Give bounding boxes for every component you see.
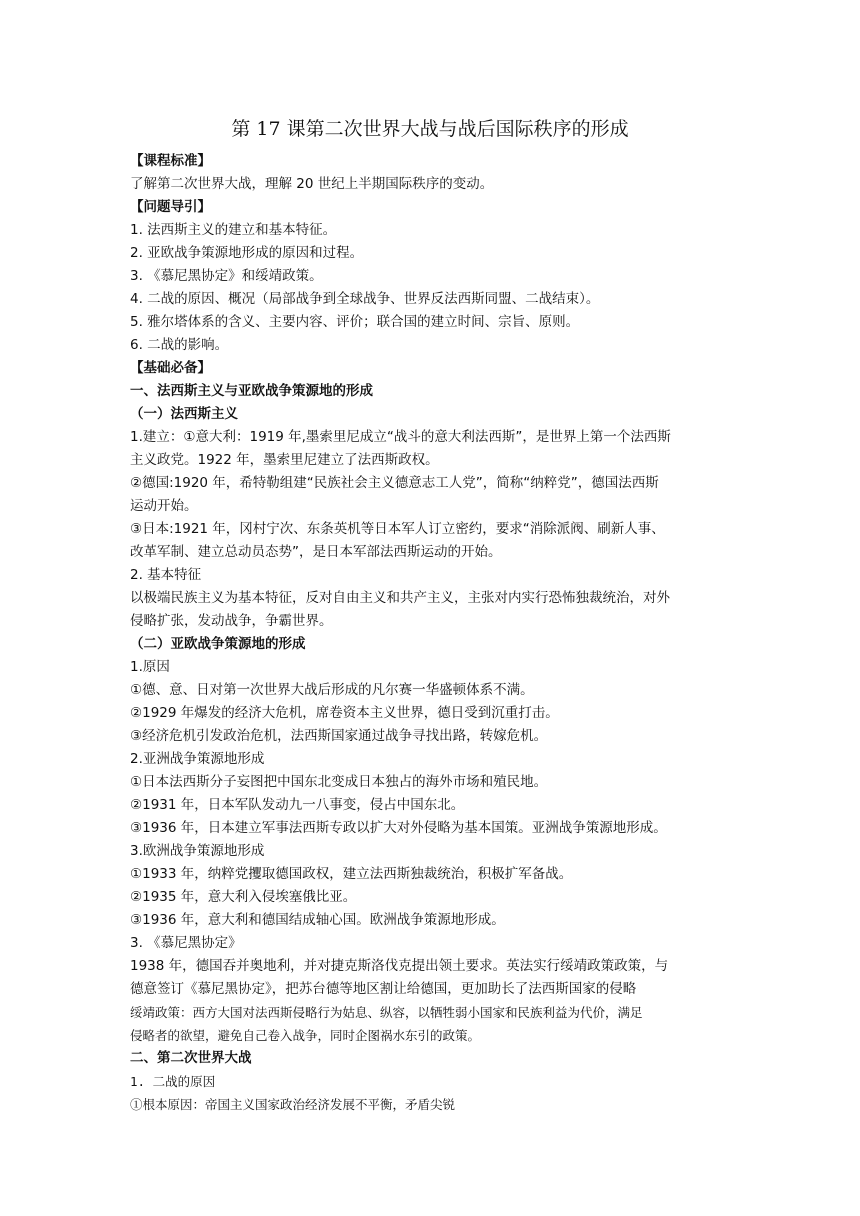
section-heading: 二、第二次世界大战 <box>130 1050 252 1066</box>
text-line: 1. 法西斯主义的建立和基本特征。 <box>130 222 337 238</box>
text-line: ③1936 年，日本建立军事法西斯专政以扩大对外侵略为基本国策。亚洲战争策源地形成。 <box>130 820 667 836</box>
text-line: 侵略扩张，发动战争，争霸世界。 <box>130 613 333 629</box>
text-line: 2. 基本特征 <box>130 567 202 583</box>
text-line: 1.原因 <box>130 659 170 675</box>
text-line: ③1936 年，意大利和德国结成轴心国。欧洲战争策源地形成。 <box>130 912 505 928</box>
section-heading: （二）亚欧战争策源地的形成 <box>130 636 306 652</box>
text-line: 主义政党。1922 年，墨索里尼建立了法西斯政权。 <box>130 452 439 468</box>
section-heading: 一、法西斯主义与亚欧战争策源地的形成 <box>130 383 373 399</box>
text-line: 2. 亚欧战争策源地形成的原因和过程。 <box>130 245 364 261</box>
text-line: 1.建立：①意大利：1919 年,墨索里尼成立“战斗的意大利法西斯”，是世界上第一个法西斯 <box>130 429 671 445</box>
text-line: ②1931 年，日本军队发动九一八事变，侵占中国东北。 <box>130 797 465 813</box>
text-line: ①根本原因：帝国主义国家政治经济发展不平衡，矛盾尖锐 <box>130 1097 456 1112</box>
document-body <box>130 150 734 1116</box>
section-heading: 【基础必备】 <box>130 360 211 376</box>
text-line: ①1933 年，纳粹党攫取德国政权，建立法西斯独裁统治，积极扩军备战。 <box>130 866 573 882</box>
text-line: 3.欧洲战争策源地形成 <box>130 843 265 859</box>
document-title: 第 17 课第二次世界大战与战后国际秩序的形成 <box>231 118 629 140</box>
section-heading: （一）法西斯主义 <box>130 406 238 422</box>
text-line: 1938 年，德国吞并奥地利，并对捷克斯洛伐克提出领土要求。英法实行绥靖政策政策，与 <box>130 958 669 974</box>
text-line: 3. 《慕尼黑协定》和绥靖政策。 <box>130 268 323 284</box>
section-heading: 【问题导引】 <box>130 199 211 215</box>
text-line: 6. 二战的影响。 <box>130 337 229 353</box>
text-line: 侵略者的欲望，避免自己卷入战争，同时企图祸水东引的政策。 <box>130 1028 481 1043</box>
text-line: 4. 二战的原因、概况（局部战争到全球战争、世界反法西斯同盟、二战结束）。 <box>130 291 600 307</box>
text-line: ②1935 年，意大利入侵埃塞俄比亚。 <box>130 889 357 905</box>
text-line: ③经济危机引发政治危机，法西斯国家通过战争寻找出路，转嫁危机。 <box>130 728 548 744</box>
section-heading: 【课程标准】 <box>130 153 211 169</box>
text-line: 2.亚洲战争策源地形成 <box>130 751 265 767</box>
text-line: 运动开始。 <box>130 498 198 514</box>
text-line: ③日本:1921 年，冈村宁次、东条英机等日本军人订立密约，要求“消除派阀、刷新人事、 <box>130 521 665 537</box>
text-line: ①德、意、日对第一次世界大战后形成的凡尔赛一华盛顿体系不满。 <box>130 682 534 698</box>
text-line: ②德国:1920 年，希特勒组建“民族社会主义德意志工人党”，简称“纳粹党”，德国法西斯 <box>130 475 659 491</box>
text-line: ②1929 年爆发的经济大危机，席卷资本主义世界，德日受到沉重打击。 <box>130 705 559 721</box>
text-line: 以极端民族主义为基本特征，反对自由主义和共产主义，主张对内实行恐怖独裁统治，对外 <box>130 590 670 606</box>
text-line: 3. 《慕尼黑协定》 <box>130 935 242 951</box>
text-line: 1. 二战的原因 <box>130 1074 216 1089</box>
text-line: 德意签订《慕尼黑协定》，把苏台德等地区割让给德国，更加助长了法西斯国家的侵略 <box>130 981 637 997</box>
text-line: ①日本法西斯分子妄图把中国东北变成日本独占的海外市场和殖民地。 <box>130 774 548 790</box>
text-line: 改革军制、建立总动员态势”，是日本军部法西斯运动的开始。 <box>130 544 502 560</box>
text-line: 绥靖政策：西方大国对法西斯侵略行为姑息、纵容，以牺牲弱小国家和民族利益为代价，满足 <box>130 1005 643 1020</box>
text-line: 5. 雅尔塔体系的含义、主要内容、评价；联合国的建立时间、宗旨、原则。 <box>130 314 580 330</box>
text-line: 了解第二次世界大战，理解 20 世纪上半期国际秩序的变动。 <box>130 176 494 192</box>
